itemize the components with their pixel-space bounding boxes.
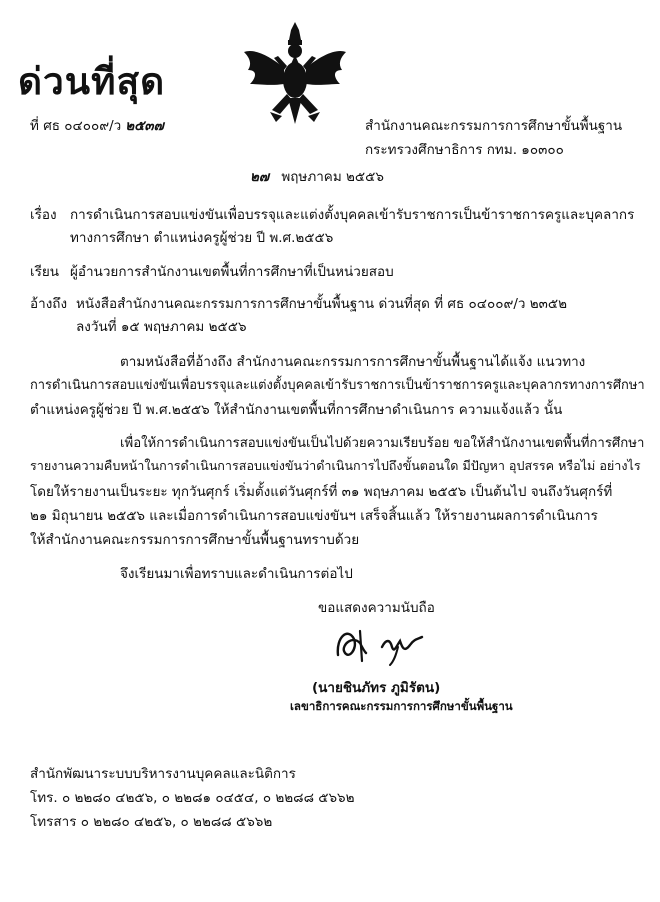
body-para2-line4: ๒๑ มิถุนายน ๒๕๕๖ และเมื่อการดำเนินการสอบแข่งขันฯ เสร็จสิ้นแล้ว ให้รายงานผลการดำเนินการ [30, 508, 598, 524]
subject-line-2: ทางการศึกษา ตำแหน่งครูผู้ช่วย ปี พ.ศ.๒๕๕๖ [70, 230, 334, 246]
footer-phone: โทร. ๐ ๒๒๘๐ ๔๒๕๖, ๐ ๒๒๘๑ ๐๔๕๔, ๐ ๒๒๘๘ ๕๖๖๒ [30, 790, 355, 806]
body-para3: จึงเรียนมาเพื่อทราบและดำเนินการต่อไป [120, 566, 353, 582]
footer-fax: โทรสาร ๐ ๒๒๘๐ ๔๒๕๖, ๐ ๒๒๘๘ ๕๖๖๒ [30, 814, 273, 830]
letter-date [250, 165, 384, 187]
date-month-year: พฤษภาคม ๒๕๕๖ [281, 169, 384, 185]
agency-line-1: สำนักงานคณะกรรมการการศึกษาขั้นพื้นฐาน [365, 118, 623, 134]
reference-line-1: หนังสือสำนักงานคณะกรรมการการศึกษาขั้นพื้นฐาน ด่วนที่สุด ที่ ศธ ๐๔๐๐๙/ว ๒๓๕๒ [76, 296, 567, 312]
signatory-name: (นายชินภัทร ภูมิรัตน) [312, 680, 441, 696]
agency-line-2: กระทรวงศึกษาธิการ กทม. ๑๐๓๐๐ [365, 142, 564, 158]
subject-line-1: การดำเนินการสอบแข่งขันเพื่อบรรจุและแต่งตั้งบุคคลเข้ารับราชการเป็นข้าราชการครูและบุคลากร [70, 207, 635, 223]
reference-label: อ้างถึง [30, 296, 68, 312]
urgency-stamp: ด่วนที่สุด [18, 60, 166, 103]
footer-office: สำนักพัฒนาระบบบริหารงานบุคคลและนิติการ [30, 766, 296, 782]
garuda-emblem-icon [240, 18, 350, 128]
signature-mark [330, 617, 430, 669]
body-para1-line3: ตำแหน่งครูผู้ช่วย ปี พ.ศ.๒๕๕๖ ให้สำนักงานเขตพื้นที่การศึกษาดำเนินการ ความแจ้งแล้ว นั้น [30, 402, 563, 418]
reference-number-printed: ที่ ศธ ๐๔๐๐๙/ว [30, 118, 122, 134]
body-para1-line2: การดำเนินการสอบแข่งขันเพื่อบรรจุและแต่งตั้งบุคคลเข้ารับราชการเป็นข้าราชการครูและบุคลากรทางการศึกษา [30, 378, 645, 393]
body-para2-line2: รายงานความคืบหน้าในการดำเนินการสอบแข่งขันว่าดำเนินการไปถึงขั้นตอนใด มีปัญหา อุปสรรค หรือไม่ อย่างไร [30, 458, 641, 473]
body-para2-line5: ให้สำนักงานคณะกรรมการการศึกษาขั้นพื้นฐานทราบด้วย [30, 532, 360, 548]
reference-number [30, 114, 164, 136]
reference-number-handwritten: ๒๕๓๗ [125, 118, 164, 134]
signatory-title: เลขาธิการคณะกรรมการการศึกษาขั้นพื้นฐาน [290, 699, 513, 713]
body-para2-line3: โดยให้รายงานเป็นระยะ ทุกวันศุกร์ เริ่มตั้งแต่วันศุกร์ที่ ๓๑ พฤษภาคม ๒๕๕๖ เป็นต้นไป จนถึงวันศุกร์ที่ [30, 484, 613, 500]
recipient-label: เรียน [30, 264, 60, 280]
date-day-handwritten: ๒๗ [250, 169, 270, 185]
closing-salutation: ขอแสดงความนับถือ [318, 600, 435, 616]
reference-line-2: ลงวันที่ ๑๕ พฤษภาคม ๒๕๕๖ [76, 319, 247, 335]
subject-label: เรื่อง [30, 207, 57, 223]
recipient-text: ผู้อำนวยการสำนักงานเขตพื้นที่การศึกษาที่เป็นหน่วยสอบ [70, 264, 394, 280]
body-para2-line1: เพื่อให้การดำเนินการสอบแข่งขันเป็นไปด้วยความเรียบร้อย ขอให้สำนักงานเขตพื้นที่การศึกษา [120, 436, 645, 451]
body-para1-line1: ตามหนังสือที่อ้างถึง สำนักงานคณะกรรมการการศึกษาขั้นพื้นฐานได้แจ้ง แนวทาง [120, 354, 586, 370]
